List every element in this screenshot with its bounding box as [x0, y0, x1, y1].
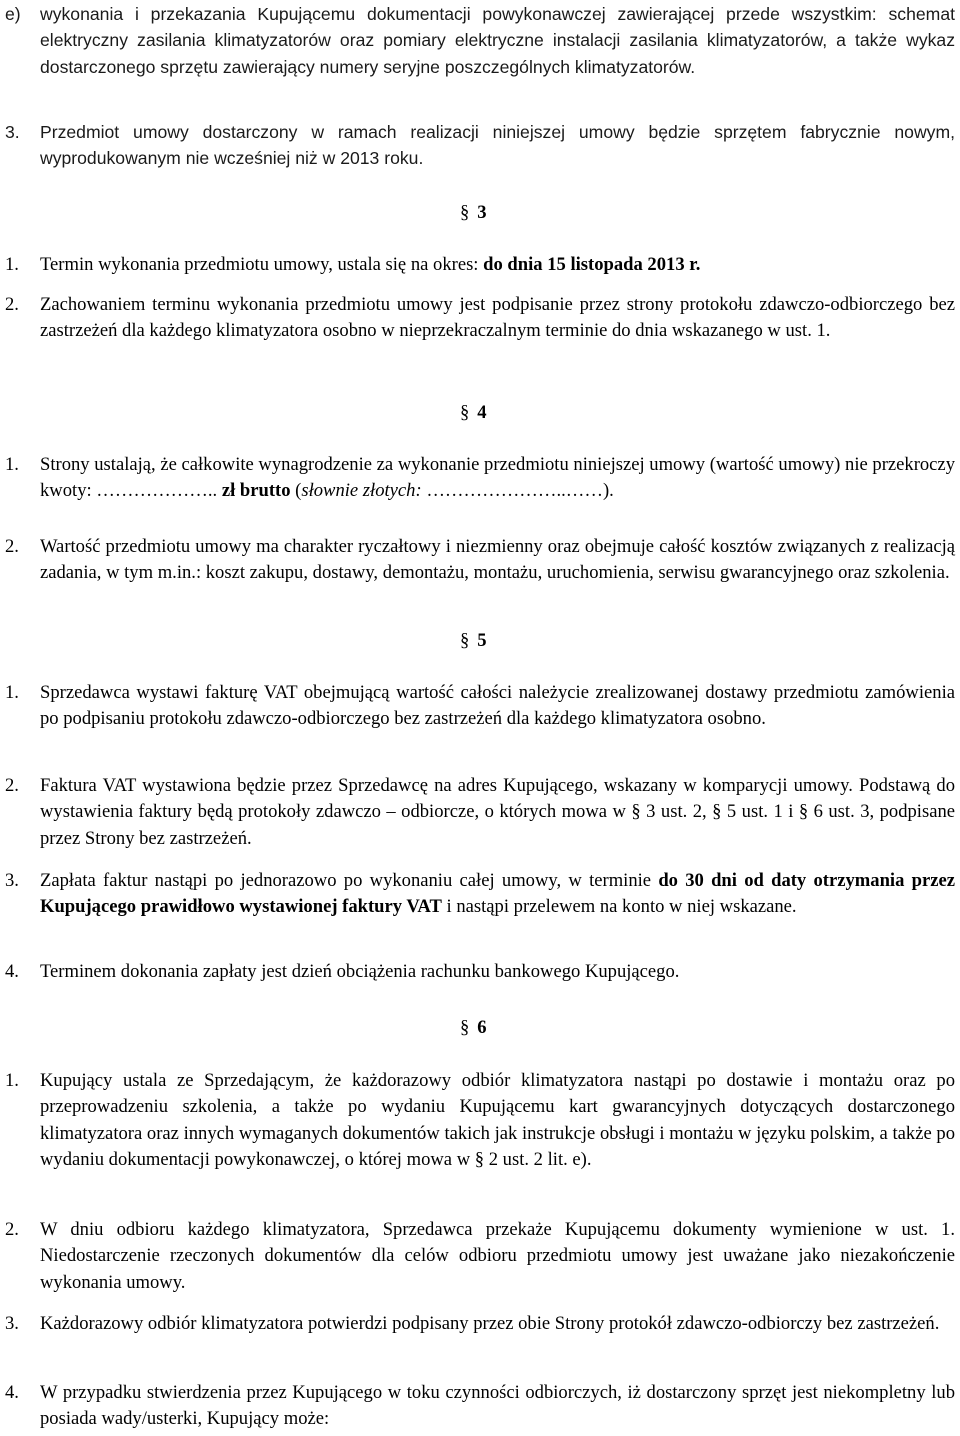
currency-label: zł brutto [221, 480, 291, 502]
list-item-text: Przedmiot umowy dostarczony w ramach realizacji niniejszej umowy będzie sprzętem fabrycznie nowym, wyprodukowanym nie wcześniej niż w 2013 roku. [40, 122, 955, 169]
list-item-number: 4. [5, 961, 19, 982]
paragraph-5-2 [5, 773, 955, 852]
section-symbol: § [460, 202, 470, 223]
paragraph-text: Sprzedawca wystawi fakturę VAT obejmującą wartość całości należycie zrealizowanej dostawy przedmiotu zamówienia po podpisaniu protokołu zdawczo-odbiorczego bez zastrzeżeń dla każdego klimatyzatora osobno. [40, 682, 955, 730]
list-item-number: 2. [5, 1219, 19, 1240]
list-item-number: 4. [5, 1382, 19, 1403]
section-symbol: § [460, 630, 470, 651]
section-heading-4 [460, 400, 487, 426]
paragraph-6-4 [5, 1380, 955, 1433]
list-item-text: wykonania i przekazania Kupującemu dokumentacji powykonawczej zawierającej przede wszystkim: schemat elektryczny zasilania klimatyzatorów oraz pomiary elektryczne instalacji zasilania klimatyzatorów, a także wykaz dostarczonego sprzętu zawierający numery seryjne poszczególnych klimatyzatorów. [40, 4, 955, 77]
section-heading-6 [460, 1015, 487, 1041]
paragraph-text-2: ( [290, 480, 302, 502]
list-item-number: 2. [5, 536, 19, 557]
paragraph-6-1 [5, 1068, 955, 1174]
list-item-number: 1. [5, 454, 19, 475]
payment-term-text: do 30 dni od daty otrzymania przez Kupującego prawidłowo wystawionej faktury VAT [40, 870, 956, 918]
section-heading-3 [460, 200, 487, 226]
paragraph-text: Termin wykonania przedmiotu umowy, ustala się na okres: [40, 254, 484, 275]
list-item-3 [5, 119, 955, 172]
paragraph-text-2: i nastąpi przelewem na konto w niej wskazane. [441, 896, 797, 918]
deadline-text: do dnia 15 listopada 2013 r. [483, 254, 701, 275]
paragraph-text: Strony ustalają, że całkowite wynagrodzenie za wykonanie przedmiotu niniejszej umowy (wartość umowy) nie przekroczy kwoty: ……………….. [40, 454, 955, 502]
section-heading-5 [460, 628, 487, 654]
list-item-number: e) [5, 4, 21, 24]
amount-in-words-label: słownie złotych: [301, 480, 422, 502]
list-item-number: 3. [5, 122, 20, 142]
paragraph-4-1 [5, 452, 955, 505]
paragraph-5-4 [5, 959, 955, 985]
paragraph-6-2 [5, 1217, 955, 1296]
paragraph-text: Każdorazowy odbiór klimatyzatora potwierdzi podpisany przez obie Strony protokół zdawczo-odbiorczy bez zastrzeżeń. [40, 1313, 940, 1334]
list-item-number: 1. [5, 254, 19, 275]
paragraph-text: W przypadku stwierdzenia przez Kupującego w toku czynności odbiorczych, iż dostarczony sprzęt jest niekompletny lub posiada wady/usterki, Kupujący może: [40, 1382, 955, 1430]
paragraph-4-2 [5, 534, 955, 587]
section-symbol: § [460, 1017, 470, 1038]
paragraph-5-1 [5, 680, 955, 733]
section-symbol: § [460, 402, 470, 423]
paragraph-text: Zachowaniem terminu wykonania przedmiotu umowy jest podpisanie przez strony protokołu zdawczo-odbiorczego bez zastrzeżeń dla każdego klimatyzatora osobno w nieprzekraczalnym terminie do dnia wskazanego w ust. 1. [40, 294, 955, 342]
list-item-number: 2. [5, 775, 19, 796]
section-number: 6 [477, 1017, 487, 1038]
paragraph-text: Kupujący ustala ze Sprzedającym, że każdorazowy odbiór klimatyzatora nastąpi po dostawie i montażu oraz po przeprowadzeniu szkolenia, a także po wydaniu Kupującemu kart gwarancyjnych dotyczących dostarczonego klimatyzatora oraz innych wymaganych dokumentów takich jak instrukcje obsługi i montażu w języku polskim, a także po wydaniu dokumentacji powykonawczej, o której mowa w § 2 ust. 2 lit. e). [40, 1070, 955, 1171]
paragraph-text: W dniu odbioru każdego klimatyzatora, Sprzedawca przekaże Kupującemu dokumenty wymienione w ust. 1. Niedostarczenie rzeczonych dokumentów dla celów odbioru przedmiotu umowy jest uważane jako niezakończenie wykonania umowy. [40, 1219, 955, 1293]
paragraph-text-3: …………………..……). [421, 480, 614, 502]
paragraph-3-1 [5, 252, 955, 278]
paragraph-text: Wartość przedmiotu umowy ma charakter ryczałtowy i niezmienny oraz obejmuje całość kosztów związanych z realizacją zadania, w tym m.in.: koszt zakupu, dostawy, demontażu, montażu, uruchomienia, serwisu gwarancyjnego oraz szkolenia. [40, 536, 955, 584]
list-item-number: 1. [5, 682, 19, 703]
list-item-number: 2. [5, 294, 19, 315]
paragraph-6-3 [5, 1311, 955, 1337]
section-number: 4 [477, 402, 487, 423]
list-item-number: 1. [5, 1070, 19, 1091]
list-item-number: 3. [5, 1313, 19, 1334]
list-item-number: 3. [5, 870, 19, 891]
section-number: 3 [477, 202, 487, 223]
list-item-e [5, 1, 955, 80]
section-number: 5 [477, 630, 487, 651]
paragraph-text: Terminem dokonania zapłaty jest dzień obciążenia rachunku bankowego Kupującego. [40, 961, 680, 982]
paragraph-3-2 [5, 292, 955, 345]
paragraph-text: Zapłata faktur nastąpi po jednorazowo po wykonaniu całej umowy, w terminie [40, 870, 659, 891]
paragraph-text: Faktura VAT wystawiona będzie przez Sprzedawcę na adres Kupującego, wskazany w komparycji umowy. Podstawą do wystawienia faktury będą protokoły zdawczo – odbiorcze, o których mowa w § 3 ust. 2, § 5 ust. 1 i § 6 ust. 3, podpisane przez Strony bez zastrzeżeń. [40, 775, 955, 849]
paragraph-5-3 [5, 868, 956, 921]
